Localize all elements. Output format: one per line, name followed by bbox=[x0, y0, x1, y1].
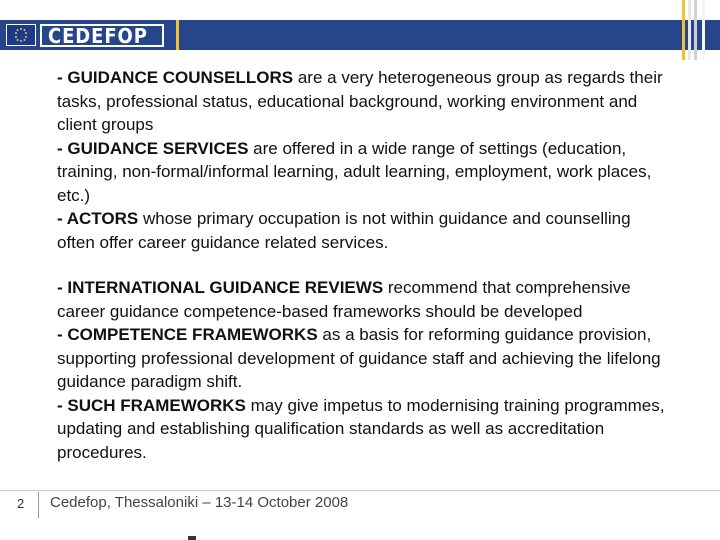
paragraph bbox=[57, 137, 669, 208]
paragraph-text: recommend that comprehensive career guidance competence-based frameworks should be developed bbox=[57, 278, 631, 321]
logo-text: CEDEFOP bbox=[48, 24, 148, 48]
paragraph bbox=[57, 66, 669, 137]
content-block-2 bbox=[57, 276, 669, 464]
paragraph-keyword: - SUCH FRAMEWORKS bbox=[57, 395, 246, 415]
slide-number: 2 bbox=[17, 496, 25, 511]
paragraph-text: are offered in a wide range of settings (education, training, non-formal/informal learning, adult learning, employment, work places, etc.) bbox=[57, 138, 652, 205]
footer-separator bbox=[38, 492, 39, 518]
paragraph bbox=[57, 394, 669, 465]
paragraph-text: may give impetus to modernising training programmes, updating and establishing qualification standards as well as accreditation procedures. bbox=[57, 395, 665, 462]
paragraph-keyword: - ACTORS bbox=[57, 209, 139, 228]
decorative-stripes bbox=[678, 0, 720, 60]
footer-divider bbox=[0, 490, 720, 491]
bottom-mark bbox=[188, 536, 196, 540]
slide-content bbox=[57, 66, 669, 464]
cedefop-logo[interactable] bbox=[40, 24, 164, 47]
paragraph bbox=[57, 323, 669, 394]
eu-flag-icon bbox=[6, 24, 36, 46]
paragraph-text: are a very heterogeneous group as regards their tasks, professional status, educational background, working environment and client groups bbox=[57, 68, 663, 134]
paragraph-keyword: - COMPETENCE FRAMEWORKS bbox=[57, 325, 318, 344]
footer-text: Cedefop, Thessaloniki – 13-14 October 2008 bbox=[50, 494, 349, 511]
paragraph-keyword: - GUIDANCE COUNSELLORS bbox=[57, 68, 294, 87]
block-gap bbox=[57, 254, 669, 276]
paragraph bbox=[57, 207, 669, 254]
paragraph-keyword: - GUIDANCE SERVICES bbox=[57, 138, 249, 158]
paragraph-keyword: - INTERNATIONAL GUIDANCE REVIEWS bbox=[57, 278, 384, 297]
paragraph-text: as a basis for reforming guidance provision, supporting professional development of guidance staff and achieving the lifelong guidance paradigm shift. bbox=[57, 325, 661, 391]
header-accent-strip bbox=[176, 20, 179, 50]
paragraph bbox=[57, 276, 669, 323]
paragraph-text: whose primary occupation is not within guidance and counselling often offer career guidance related services. bbox=[57, 209, 631, 252]
content-block-1 bbox=[57, 66, 669, 254]
